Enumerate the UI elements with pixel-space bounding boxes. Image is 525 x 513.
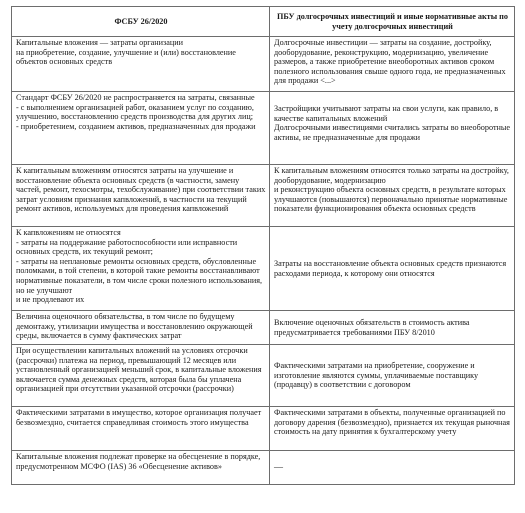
- header-fsbu: ФСБУ 26/2020: [12, 7, 270, 37]
- table-row: [12, 451, 515, 485]
- cell-pbu: Включение оценочных обязательств в стоимость актива предусматривается требованиями ПБУ 8/2010: [270, 311, 515, 345]
- table-row: [12, 227, 515, 311]
- table-body: [12, 37, 515, 485]
- header-row: [12, 7, 515, 37]
- comparison-document: [11, 6, 514, 485]
- header-pbu: ПБУ долгосрочных инвестиций и иные нормативные акты по учету долгосрочных инвестиций: [270, 7, 515, 37]
- cell-pbu: —: [270, 451, 515, 485]
- table-row: [12, 345, 515, 407]
- table-header: [12, 7, 515, 37]
- cell-fsbu: Стандарт ФСБУ 26/2020 не распространяется на затраты, связанные - с выполнением организацией работ, оказанием услуг по созданию, улучшению, восстановлению средств производства для других лиц; - приобретением, созданием активов, предназначенных для продажи: [12, 92, 270, 165]
- cell-fsbu: При осуществлении капитальных вложений на условиях отсрочки (рассрочки) платежа на период, превышающий 12 месяцев или установленный организацией меньший срок, в капитальные вложения включается сумма денежных средств, которая была бы уплачена организацией при отсутствии указанной отсрочки (рассрочки): [12, 345, 270, 407]
- cell-pbu: Застройщики учитывают затраты на свои услуги, как правило, в качестве капитальных вложений Долгосрочными инвестициями считались затраты во внеоборотные активы, не предназначенные для продажи: [270, 92, 515, 165]
- cell-fsbu: Капитальные вложения подлежат проверке на обесценение в порядке, предусмотренном МСФО (IAS) 36 «Обесценение активов»: [12, 451, 270, 485]
- table-row: [12, 165, 515, 227]
- cell-fsbu: Фактическими затратами в имущество, которое организация получает безвозмездно, считается справедливая стоимость этого имущества: [12, 407, 270, 451]
- cell-pbu: Долгосрочные инвестиции — затраты на создание, достройку, дооборудование, реконструкцию, модернизацию, увеличение размеров, а также приобретение внеоборотных активов сроком полезного использования свыше одного года, не предназначенных для продажи <...>: [270, 37, 515, 92]
- cell-fsbu: Величина оценочного обязательства, в том числе по будущему демонтажу, утилизации имущества и восстановлению окружающей среды, включается в сумму фактических затрат: [12, 311, 270, 345]
- cell-pbu: Фактическими затратами в объекты, полученные организацией по договору дарения (безвозмездно), признается их текущая рыночная стоимость на дату принятия к бухгалтерскому учету: [270, 407, 515, 451]
- cell-fsbu: К капитальным вложениям относятся затраты на улучшение и восстановление объекта основных средств (в частности, замену частей, ремонт, техосмотры, техобслуживание) при соответствии таких затрат условиям признания капвложений, в частности на текущий ремонт активов, используемых для проведения капвложений: [12, 165, 270, 227]
- table-row: [12, 92, 515, 165]
- cell-fsbu: К капвложениям не относятся - затраты на поддержание работоспособности или исправности основных средств, их текущий ремонт; - затраты на неплановые ремонты основных средств, обусловленные поломками, в той степени, в которой такие ремонты восстанавливают нормативные показатели, в том числе сроки полезного использования, но не улучшают и не продлевают их: [12, 227, 270, 311]
- table-row: [12, 407, 515, 451]
- table-row: [12, 311, 515, 345]
- comparison-table: [11, 6, 515, 485]
- cell-pbu: К капитальным вложениям относятся только затраты на достройку, дооборудование, модернизацию и реконструкцию объекта основных средств, в результате которых улучшаются (повышаются) первоначально принятые нормативные показатели функционирования объекта основных средств: [270, 165, 515, 227]
- cell-pbu: Затраты на восстановление объекта основных средств признаются расходами периода, к которому они относятся: [270, 227, 515, 311]
- table-row: [12, 37, 515, 92]
- cell-fsbu: Капитальные вложения — затраты организации на приобретение, создание, улучшение и (или) восстановление объектов основных средств: [12, 37, 270, 92]
- cell-pbu: Фактическими затратами на приобретение, сооружение и изготовление являются суммы, уплачиваемые поставщику (продавцу) в соответствии с договором: [270, 345, 515, 407]
